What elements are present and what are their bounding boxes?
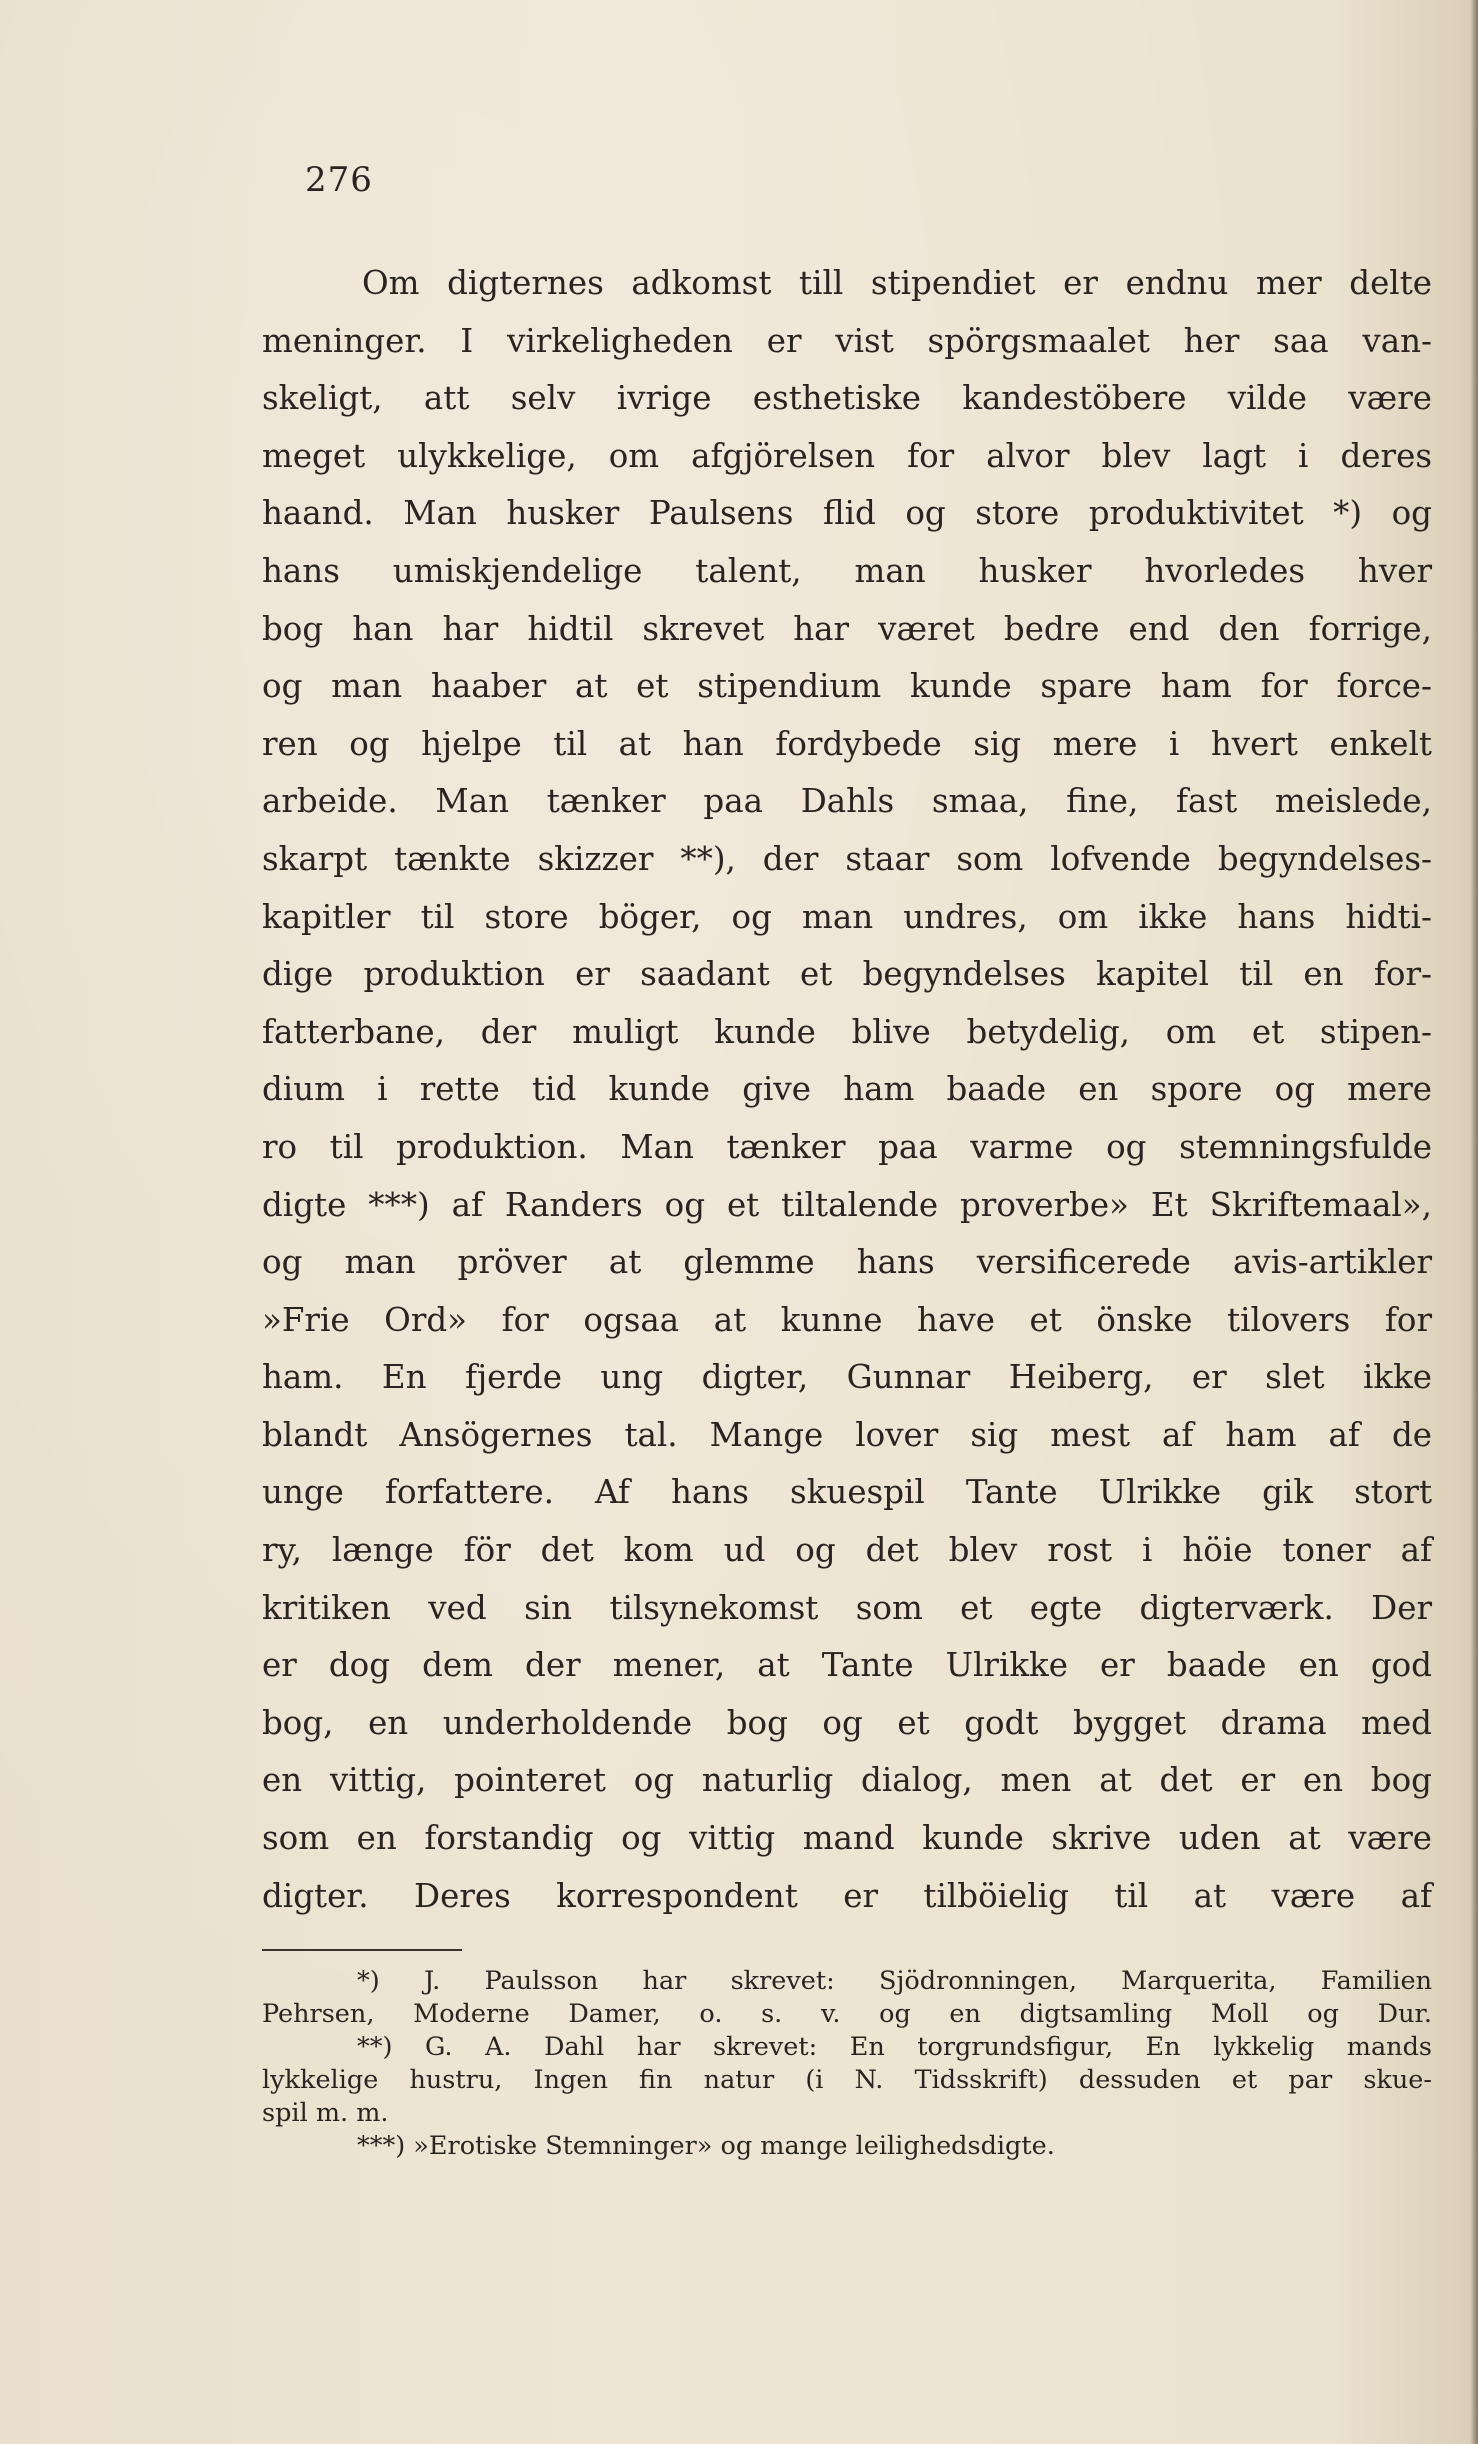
body-line: og man haaber at et stipendium kunde spare ham for force- <box>262 667 1432 706</box>
body-line: ren og hjelpe til at han fordybede sig mere i hvert enkelt <box>262 724 1432 763</box>
body-line: hans umiskjendelige talent, man husker hvorledes hver <box>262 551 1432 590</box>
body-line: er dog dem der mener, at Tante Ulrikke er baade en god <box>262 1646 1432 1685</box>
footnote-line: **) G. A. Dahl har skrevet: En torgrundsfigur, En lykkelig mands <box>357 2032 1432 2062</box>
body-line: bog han har hidtil skrevet har været bedre end den forrige, <box>262 609 1432 648</box>
footnote-line: spil m. m. <box>262 2098 389 2128</box>
body-line: ry, længe för det kom ud og det blev rost i höie toner af <box>262 1531 1432 1570</box>
body-line: ham. En fjerde ung digter, Gunnar Heiberg, er slet ikke <box>262 1358 1432 1397</box>
body-line: skeligt, att selv ivrige esthetiske kandestöbere vilde være <box>262 379 1432 418</box>
body-line: blandt Ansögernes tal. Mange lover sig mest af ham af de <box>262 1415 1432 1454</box>
body-line: og man pröver at glemme hans versificerede avis-artikler <box>262 1243 1432 1282</box>
body-line: »Frie Ord» for ogsaa at kunne have et önske tilovers for <box>262 1300 1432 1339</box>
body-line: dige produktion er saadant et begyndelses kapitel til en for- <box>262 955 1432 994</box>
page-number: 276 <box>305 160 373 200</box>
body-line: som en forstandig og vittig mand kunde skrive uden at være <box>262 1819 1432 1858</box>
body-line: en vittig, pointeret og naturlig dialog, men at det er en bog <box>262 1761 1432 1800</box>
body-line: arbeide. Man tænker paa Dahls smaa, fine, fast meislede, <box>262 782 1432 821</box>
footnote-line: Pehrsen, Moderne Damer, o. s. v. og en digtsamling Moll og Dur. <box>262 1999 1432 2029</box>
body-line: unge forfattere. Af hans skuespil Tante Ulrikke gik stort <box>262 1473 1432 1512</box>
body-line: skarpt tænkte skizzer **), der staar som lofvende begyndelses- <box>262 839 1432 878</box>
body-line: bog, en underholdende bog og et godt bygget drama med <box>262 1703 1432 1742</box>
body-line: meninger. I virkeligheden er vist spörgsmaalet her saa van- <box>262 321 1432 360</box>
body-line: meget ulykkelige, om afgjörelsen for alvor blev lagt i deres <box>262 436 1432 475</box>
body-line: digte ***) af Randers og et tiltalende proverbe» Et Skriftemaal», <box>262 1185 1432 1224</box>
page-edge-shadow <box>1470 0 1478 2444</box>
footnote-divider <box>262 1949 462 1951</box>
body-line: kritiken ved sin tilsynekomst som et egte digterværk. Der <box>262 1588 1432 1627</box>
body-line: digter. Deres korrespondent er tilböielig til at være af <box>262 1876 1432 1915</box>
body-line: kapitler til store böger, og man undres, om ikke hans hidti- <box>262 897 1432 936</box>
body-line: dium i rette tid kunde give ham baade en spore og mere <box>262 1070 1432 1109</box>
footnote-line: ***) »Erotiske Stemninger» og mange leilighedsdigte. <box>357 2131 1055 2161</box>
footnote-line: *) J. Paulsson har skrevet: Sjödronningen, Marquerita, Familien <box>357 1966 1432 1996</box>
body-line: ro til produktion. Man tænker paa varme og stemningsfulde <box>262 1127 1432 1166</box>
body-line: haand. Man husker Paulsens flid og store produktivitet *) og <box>262 494 1432 533</box>
body-line: fatterbane, der muligt kunde blive betydelig, om et stipen- <box>262 1012 1432 1051</box>
body-text <box>262 255 1432 1925</box>
body-line: Om digternes adkomst till stipendiet er endnu mer delte <box>362 264 1432 302</box>
footnote-line: lykkelige hustru, Ingen fin natur (i N. Tidsskrift) dessuden et par skue- <box>262 2065 1432 2095</box>
footnotes <box>262 1965 1432 2163</box>
